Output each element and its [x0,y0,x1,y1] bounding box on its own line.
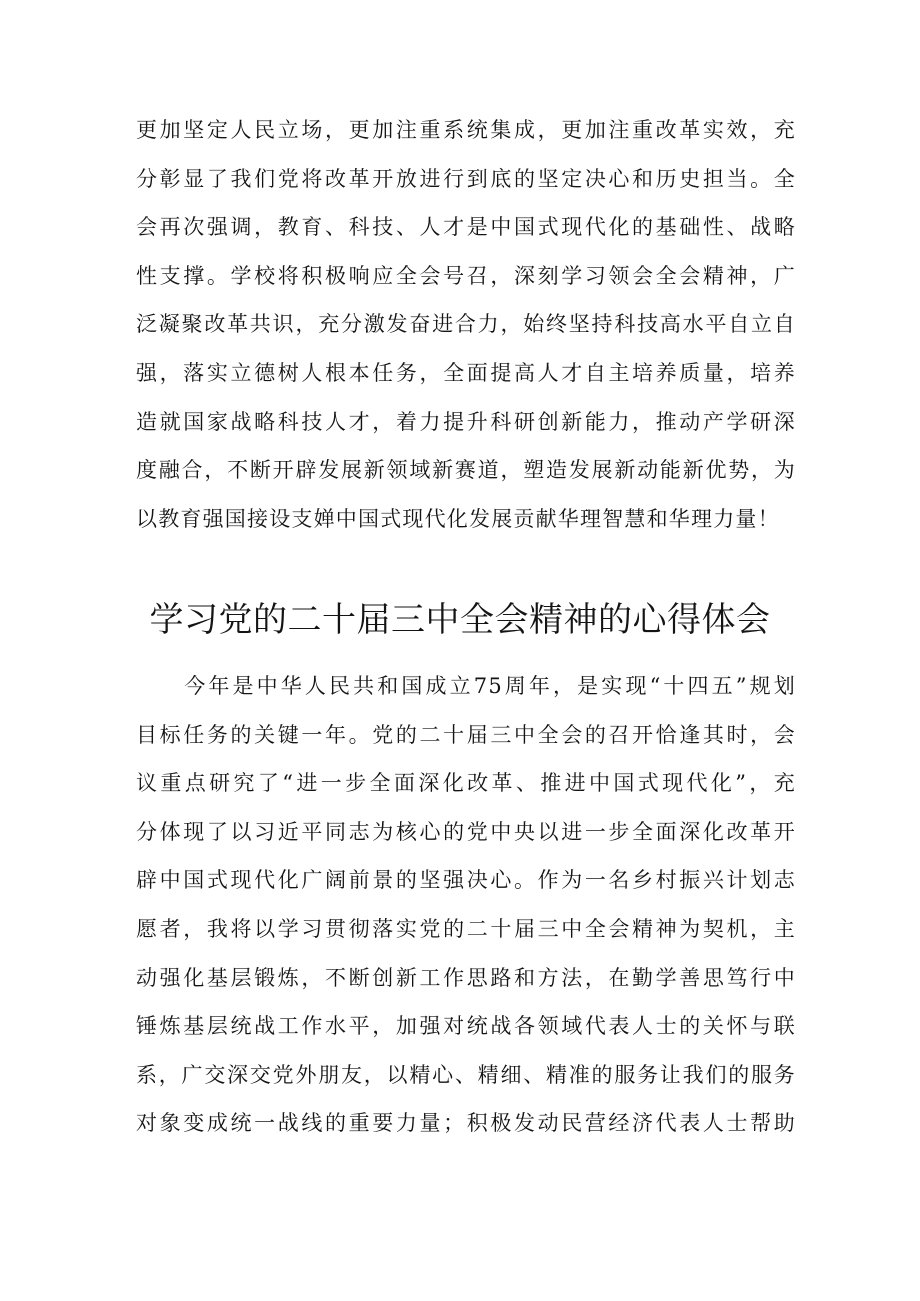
paragraph-line: 对象变成统一战线的重要力量；积极发动民营经济代表人士帮助 [136,1111,796,1136]
paragraph-line: 造就国家战略科技人才，着力提升科研创新能力，推动产学研深 [136,409,796,434]
paragraph-line: 愿者，我将以学习贯彻落实党的二十届三中全会精神为契机，主 [136,916,796,941]
paragraph-line: 更加坚定人民立场，更加注重系统集成，更加注重改革实效，充 [136,118,796,142]
paragraph-line: 动强化基层锻炼，不断创新工作思路和方法，在勤学善思笃行中 [136,965,796,990]
paragraph-line: 强，落实立德树人根本任务，全面提高人才自主培养质量，培养 [136,360,796,385]
essay-title: 学习党的二十届三中全会精神的心得体会 [149,600,771,640]
paragraph-line: 今年是中华人民共和国成立75周年，是实现“十四五”规划 [136,674,796,698]
paragraph-line: 泛凝聚改革共识，充分激发奋进合力，始终坚持科技高水平自立自 [136,312,796,337]
paragraph-line: 系，广交深交党外朋友，以精心、精细、精准的服务让我们的服务 [136,1062,796,1087]
paragraph-line: 目标任务的关键一年。党的二十届三中全会的召开恰逢其时，会 [136,722,796,747]
paragraph-line: 会再次强调，教育、科技、人才是中国式现代化的基础性、战略 [136,215,796,240]
previous-paragraph [136,106,796,543]
paragraph-line: 分体现了以习近平同志为核心的党中央以进一步全面深化改革开 [136,819,796,844]
paragraph-line: 分彰显了我们党将改革开放进行到底的坚定决心和历史担当。全 [136,166,796,191]
paragraph-line: 度融合，不断开辟发展新领域新赛道，塑造发展新动能新优势，为 [136,458,796,483]
paragraph-line: 锤炼基层统战工作水平，加强对统战各领域代表人士的关怀与联 [136,1014,796,1039]
paragraph-line: 以教育强国接设支婵中国式现代化发展贡献华理智慧和华理力量！ [136,506,780,531]
paragraph-line: 议重点研究了“进一步全面深化改革、推进中国式现代化”，充 [136,771,796,796]
essay-paragraph [136,662,796,1148]
paragraph-line: 性支撑。学校将积极响应全会号召，深刻学习领会全会精神，广 [136,263,796,288]
paragraph-line: 辟中国式现代化广阔前景的坚强决心。作为一名乡村振兴计划志 [136,868,796,893]
